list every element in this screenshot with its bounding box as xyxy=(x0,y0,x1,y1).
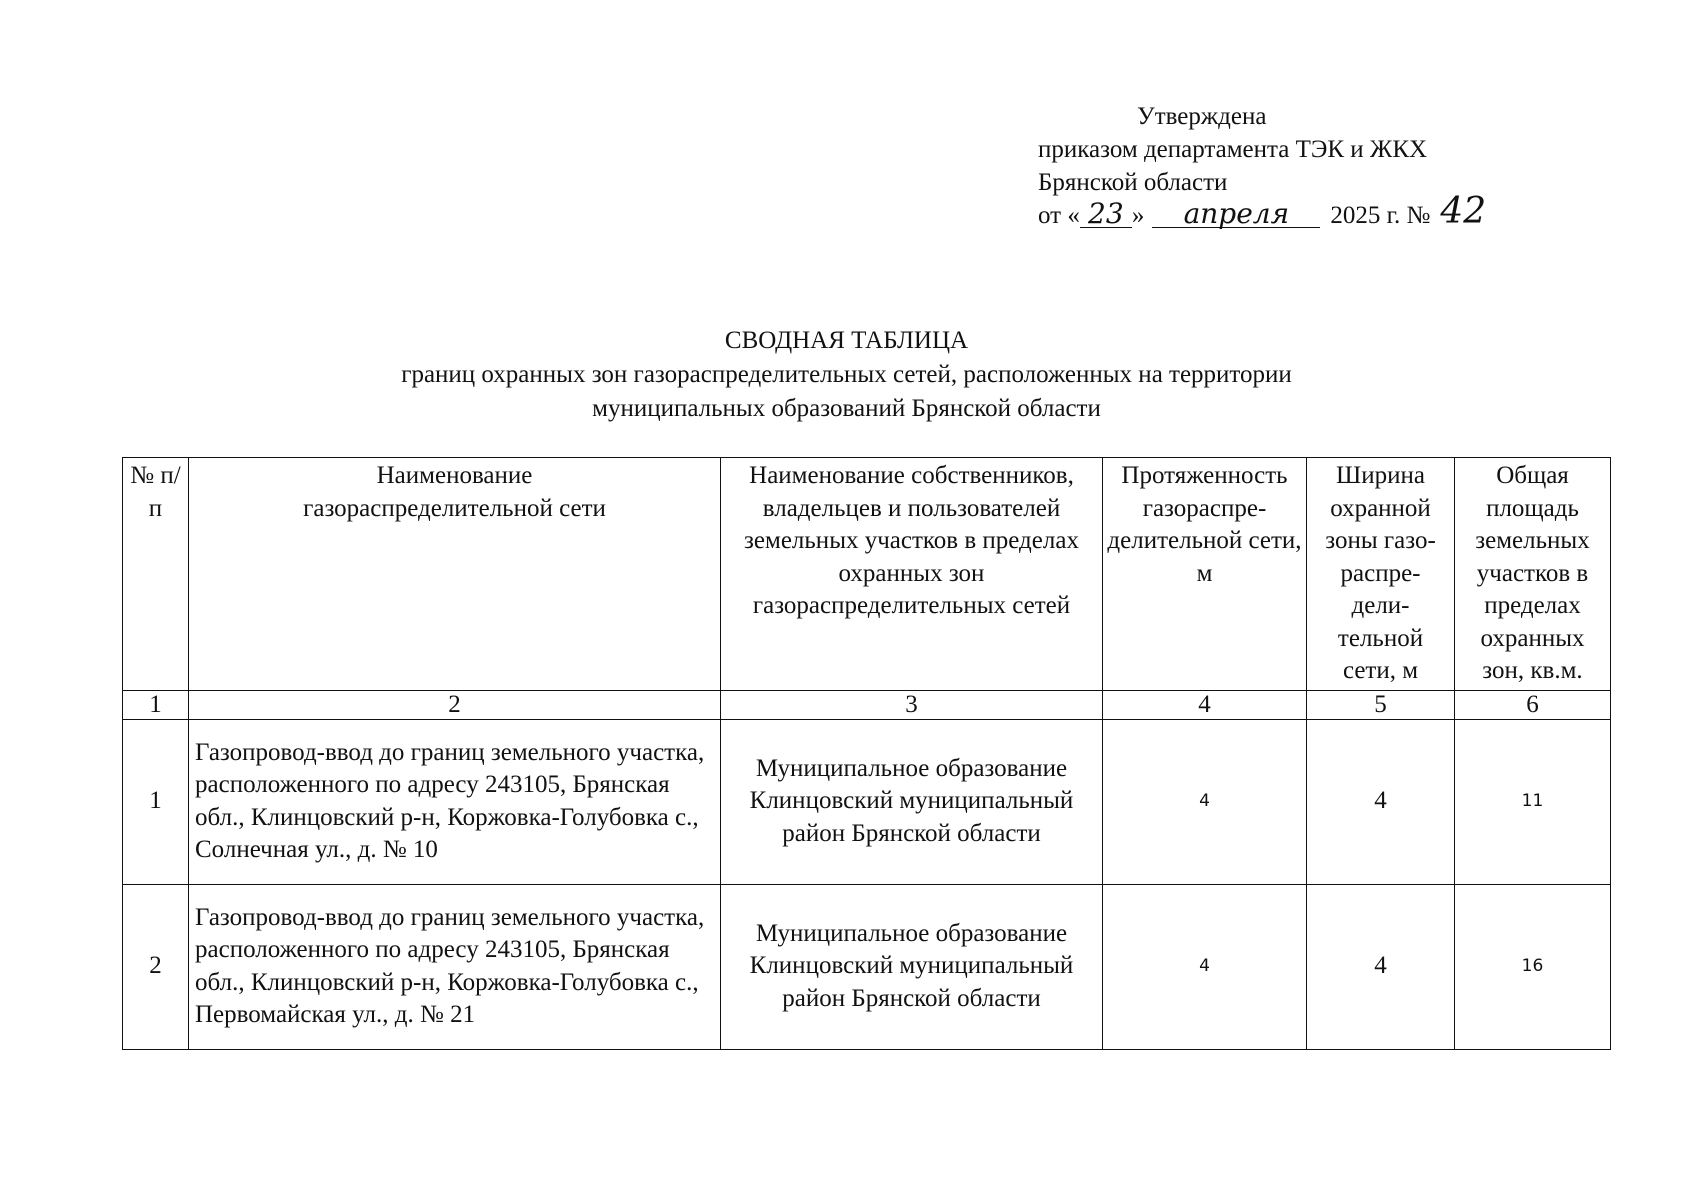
header-num: № п/п xyxy=(123,458,189,691)
column-number: 6 xyxy=(1455,690,1611,719)
owner-name: Муниципальное образование Клинцовский муниципальный район Брянской области xyxy=(721,719,1103,884)
table-row xyxy=(123,884,1611,1049)
handwritten-day: 23 xyxy=(1080,201,1132,228)
zone-area: 16 xyxy=(1455,884,1611,1049)
column-number: 2 xyxy=(189,690,721,719)
approval-line-1: Утверждена xyxy=(1137,103,1267,130)
date-mid: » xyxy=(1131,202,1145,229)
summary-table xyxy=(122,457,1611,1050)
network-length: 4 xyxy=(1103,884,1307,1049)
approval-date-line xyxy=(1038,191,1487,232)
column-number: 5 xyxy=(1307,690,1455,719)
title-line-3: муниципальных образований Брянской области xyxy=(592,395,1101,422)
handwritten-month: апреля xyxy=(1152,201,1320,228)
approval-block xyxy=(1038,100,1486,232)
approval-line-2: приказом департамента ТЭК и ЖКХ xyxy=(1038,136,1428,163)
year-label: 2025 г. xyxy=(1330,202,1401,229)
date-prefix: от « xyxy=(1038,202,1080,229)
network-name: Газопровод-ввод до границ земельного участка, расположенного по адресу 243105, Брянская обл., Клинцовский р-н, Коржовка-Голубовка с., Солнечная ул., д. № 10 xyxy=(189,719,721,884)
header-width: Ширина охранной зоны газо-распре-дели-тельной сети, м xyxy=(1307,458,1455,691)
column-number: 1 xyxy=(123,690,189,719)
zone-area: 11 xyxy=(1455,719,1611,884)
document-title xyxy=(0,324,1693,426)
column-number: 3 xyxy=(721,690,1103,719)
title-line-1: СВОДНАЯ ТАБЛИЦА xyxy=(724,327,969,354)
owner-name: Муниципальное образование Клинцовский муниципальный район Брянской области xyxy=(721,884,1103,1049)
header-owner: Наименование собственников, владельцев и пользователей земельных участков в пределах охранных зон газораспределительных сетей xyxy=(721,458,1103,691)
row-number: 1 xyxy=(123,719,189,884)
approval-line-3: Брянской области xyxy=(1038,169,1228,196)
header-network: Наименование газораспределительной сети xyxy=(189,458,721,691)
column-number: 4 xyxy=(1103,690,1307,719)
table-row xyxy=(123,719,1611,884)
network-length: 4 xyxy=(1103,719,1307,884)
number-label: № xyxy=(1406,202,1431,229)
row-number: 2 xyxy=(123,884,189,1049)
zone-width: 4 xyxy=(1307,884,1455,1049)
network-name: Газопровод-ввод до границ земельного участка, расположенного по адресу 243105, Брянская обл., Клинцовский р-н, Коржовка-Голубовка с., Первомайская ул., д. № 21 xyxy=(189,884,721,1049)
table-header-row xyxy=(123,458,1611,691)
handwritten-number: 42 xyxy=(1440,191,1487,232)
column-number-row xyxy=(123,690,1611,719)
title-line-2: границ охранных зон газораспределительных сетей, расположенных на территории xyxy=(401,361,1292,388)
zone-width: 4 xyxy=(1307,719,1455,884)
header-area: Общая площадь земельных участков в пределах охранных зон, кв.м. xyxy=(1455,458,1611,691)
header-length: Протяженность газораспре-делительной сети, м xyxy=(1103,458,1307,691)
